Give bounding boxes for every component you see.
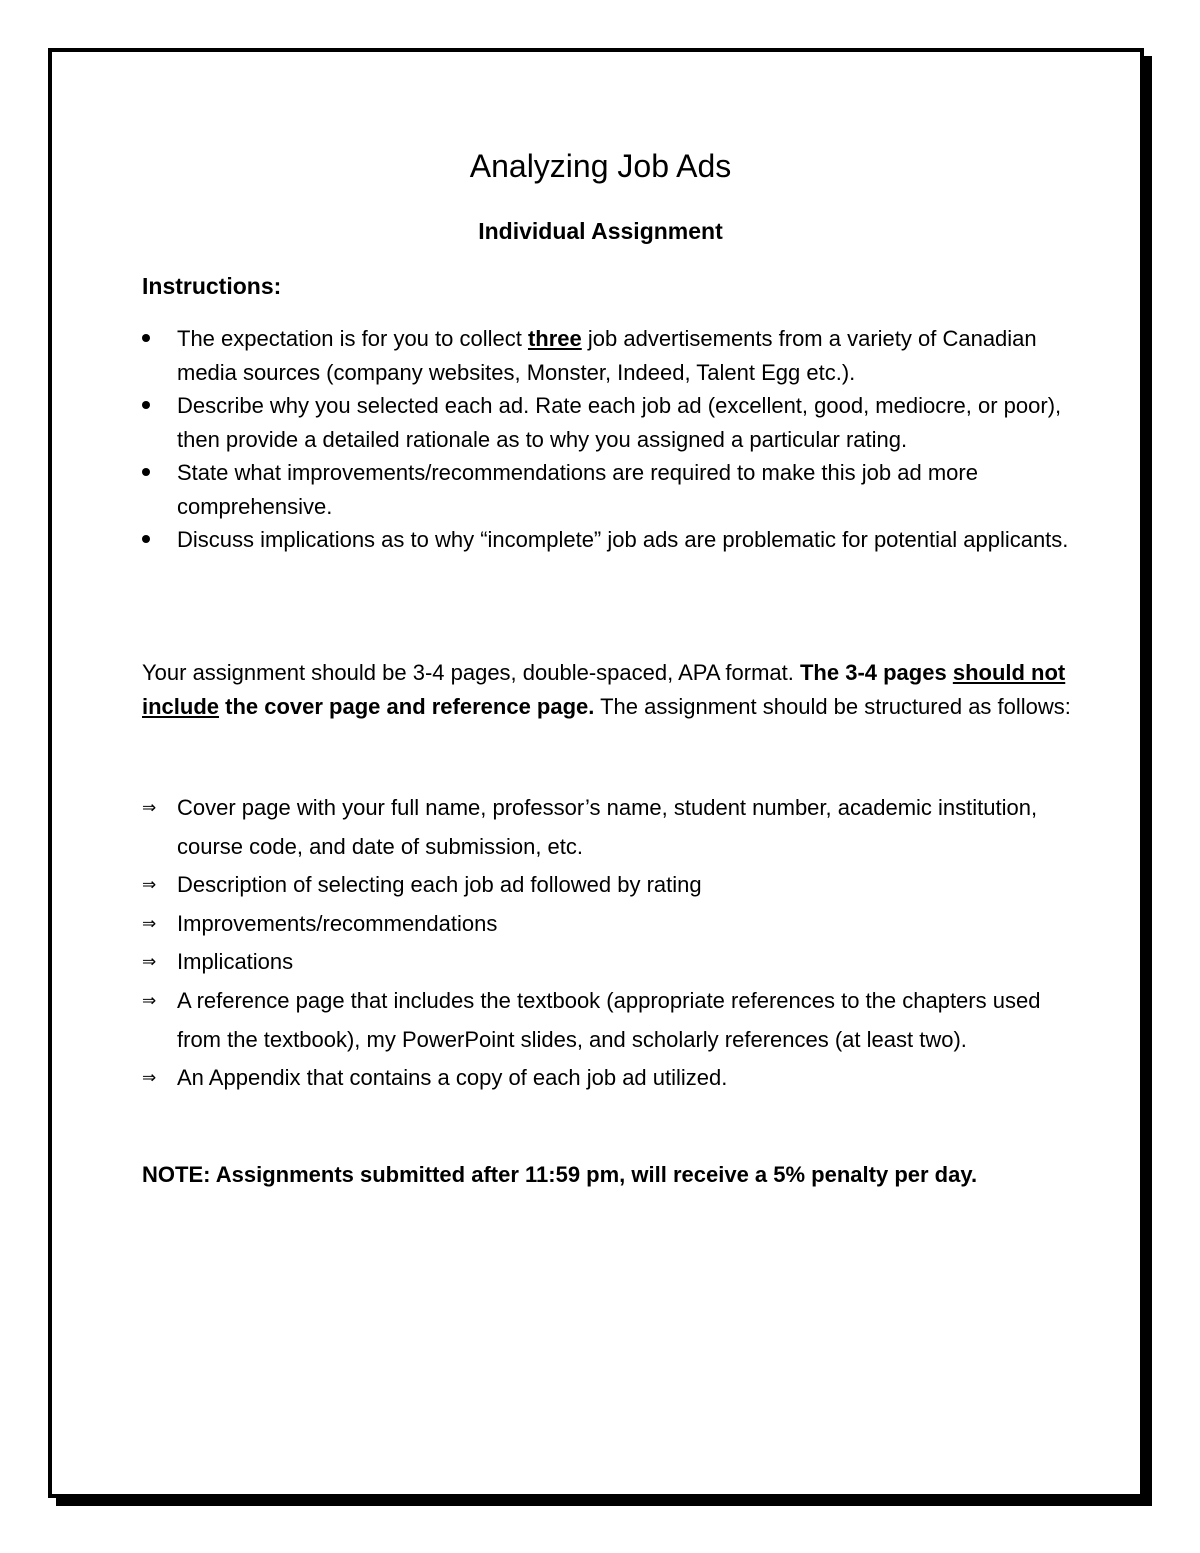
paragraph-bold: The 3-4 pages [799, 660, 953, 685]
instruction-text: job advertisements from a variety of Canadian media sources (company websites, Monster, Indeed, Talent Egg etc.). [177, 326, 1037, 385]
page-subtitle: Individual Assignment [478, 218, 723, 244]
instruction-text: Describe why you selected each ad. Rate each job ad (excellent, good, mediocre, or poor), then provide a detailed rationale as to why you assigned a particular rating. [177, 393, 1062, 452]
structure-text: Improvements/recommendations [177, 910, 498, 936]
paragraph-bold: the cover page and reference page. [219, 694, 595, 719]
arrow-icon: ⇒ [142, 913, 157, 934]
structure-item [142, 866, 1072, 905]
arrow-icon: ⇒ [142, 990, 157, 1011]
structure-item [142, 905, 1072, 944]
late-penalty-note: NOTE: Assignments submitted after 11:59 pm, will receive a 5% penalty per day. [142, 1162, 978, 1187]
structure-text: An Appendix that contains a copy of each job ad utilized. [177, 1065, 728, 1091]
bullet-icon [142, 468, 150, 476]
structure-list [142, 789, 1072, 1098]
instruction-item [142, 456, 1072, 523]
instruction-item [142, 322, 1072, 389]
page-frame [48, 48, 1144, 1498]
instruction-text: The expectation is for you to collect [177, 326, 528, 351]
paragraph-text: Your assignment should be 3-4 pages, double-spaced, APA format. [142, 660, 800, 685]
structure-text: A reference page that includes the textbook (appropriate references to the chapters used from the textbook), my PowerPoint slides, and scholarly references (at least two). [177, 987, 1041, 1052]
structure-text: Description of selecting each job ad followed by rating [177, 872, 702, 898]
instructions-heading: Instructions: [142, 273, 282, 299]
format-paragraph [142, 656, 1072, 724]
bullet-icon [142, 334, 150, 342]
structure-text: Implications [177, 949, 294, 975]
structure-item [142, 789, 1072, 866]
structure-text: Cover page with your full name, professor’s name, student number, academic institution, course code, and date of submission, etc. [177, 795, 1038, 859]
arrow-icon: ⇒ [142, 798, 157, 818]
arrow-icon: ⇒ [142, 875, 157, 896]
bullet-icon [142, 535, 150, 543]
instructions-list [142, 322, 1072, 557]
paragraph-text: The assignment should be structured as follows: [594, 694, 1071, 719]
arrow-icon: ⇒ [142, 1068, 157, 1089]
bullet-icon [142, 401, 150, 409]
instruction-item [142, 523, 1072, 557]
structure-item [142, 982, 1072, 1059]
page-title: Analyzing Job Ads [469, 148, 732, 184]
paragraph-bold-underlined: should not include [142, 660, 1066, 719]
structure-item [142, 943, 1072, 982]
instruction-text: Discuss implications as to why “incomplete” job ads are problematic for potential applicants. [177, 527, 1069, 552]
instruction-text: State what improvements/recommendations are required to make this job ad more comprehensive. [177, 460, 978, 519]
structure-item [142, 1059, 1072, 1098]
arrow-icon: ⇒ [142, 952, 157, 973]
instruction-emphasis: three [527, 326, 582, 351]
instruction-item [142, 389, 1072, 456]
